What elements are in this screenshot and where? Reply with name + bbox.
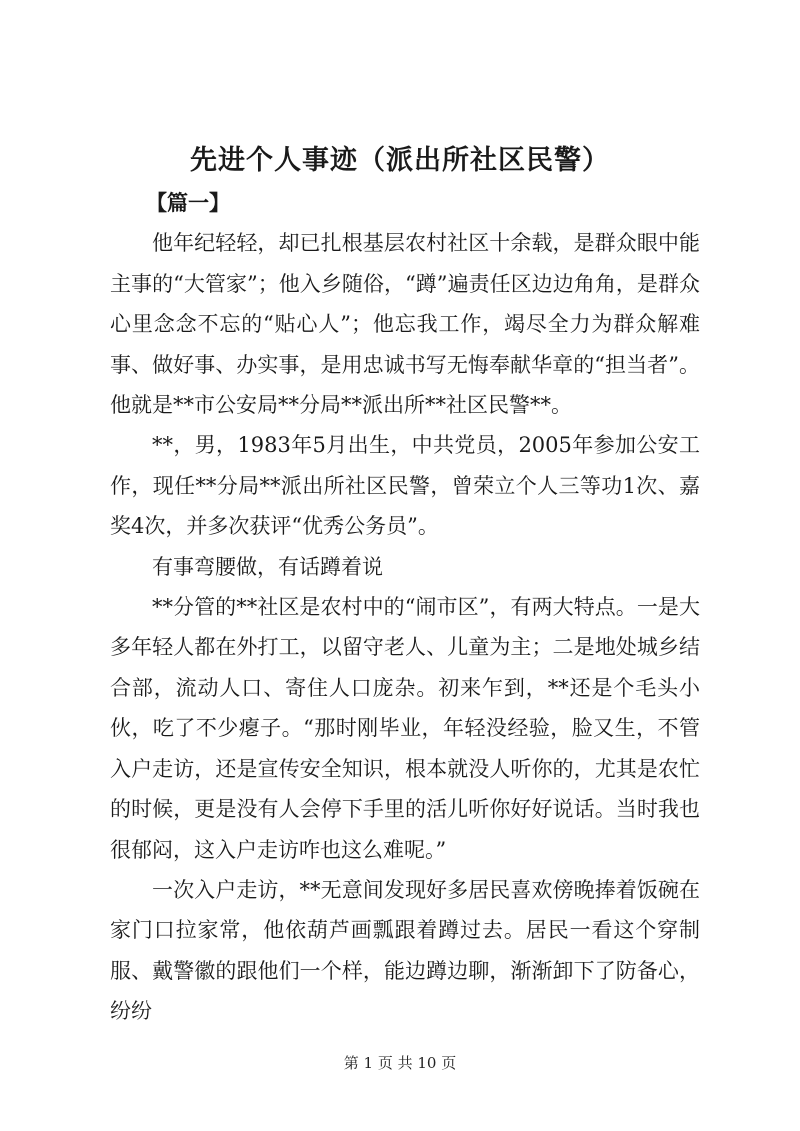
section-label: 【篇一】 (146, 190, 230, 215)
paragraph: 一次入户走访，**无意间发现好多居民喜欢傍晚捧着饭碗在家门口拉家常，他依葫芦画瓢跟着蹲过去。居民一看这个穿制服、戴警徽的跟他们一个样，能边蹲边聊，渐渐卸下了防备心，纷纷 (110, 877, 700, 1024)
document-title: 先进个人事迹（派出所社区民警） (190, 145, 610, 176)
paragraph: **分管的**社区是农村中的“闹市区”，有两大特点。一是大多年轻人都在外打工，以留守老人、儿童为主；二是地处城乡结合部，流动人口、寄住人口庞杂。初来乍到，**还是个毛头小伙，吃了不少瘪子。“那时刚毕业，年轻没经验，脸又生，不管入户走访，还是宣传安全知识，根本就没人听你的，尤其是农忙的时候，更是没有人会停下手里的活儿听你好好说话。当时我也很郁闷，这入户走访咋也这么难呢。” (110, 595, 700, 862)
paragraph: 他年纪轻轻，却已扎根基层农村社区十余载，是群众眼中能主事的“大管家”；他入乡随俗，“蹲”遍责任区边边角角，是群众心里念念不忘的“贴心人”；他忘我工作，竭尽全力为群众解难事、做好事、办实事，是用忠诚书写无悔奉献华章的“担当者”。他就是**市公安局**分局**派出所**社区民警**。 (110, 231, 700, 418)
paragraph: **，男，1983年5月出生，中共党员，2005年参加公安工作，现任**分局**派出所社区民警，曾荣立个人三等功1次、嘉奖4次，并多次获评“优秀公务员”。 (110, 433, 700, 539)
document-body (110, 183, 700, 1032)
subheading: 有事弯腰做，有话蹲着说 (152, 554, 383, 579)
page-footer: 第 1 页 共 10 页 (343, 1054, 457, 1072)
